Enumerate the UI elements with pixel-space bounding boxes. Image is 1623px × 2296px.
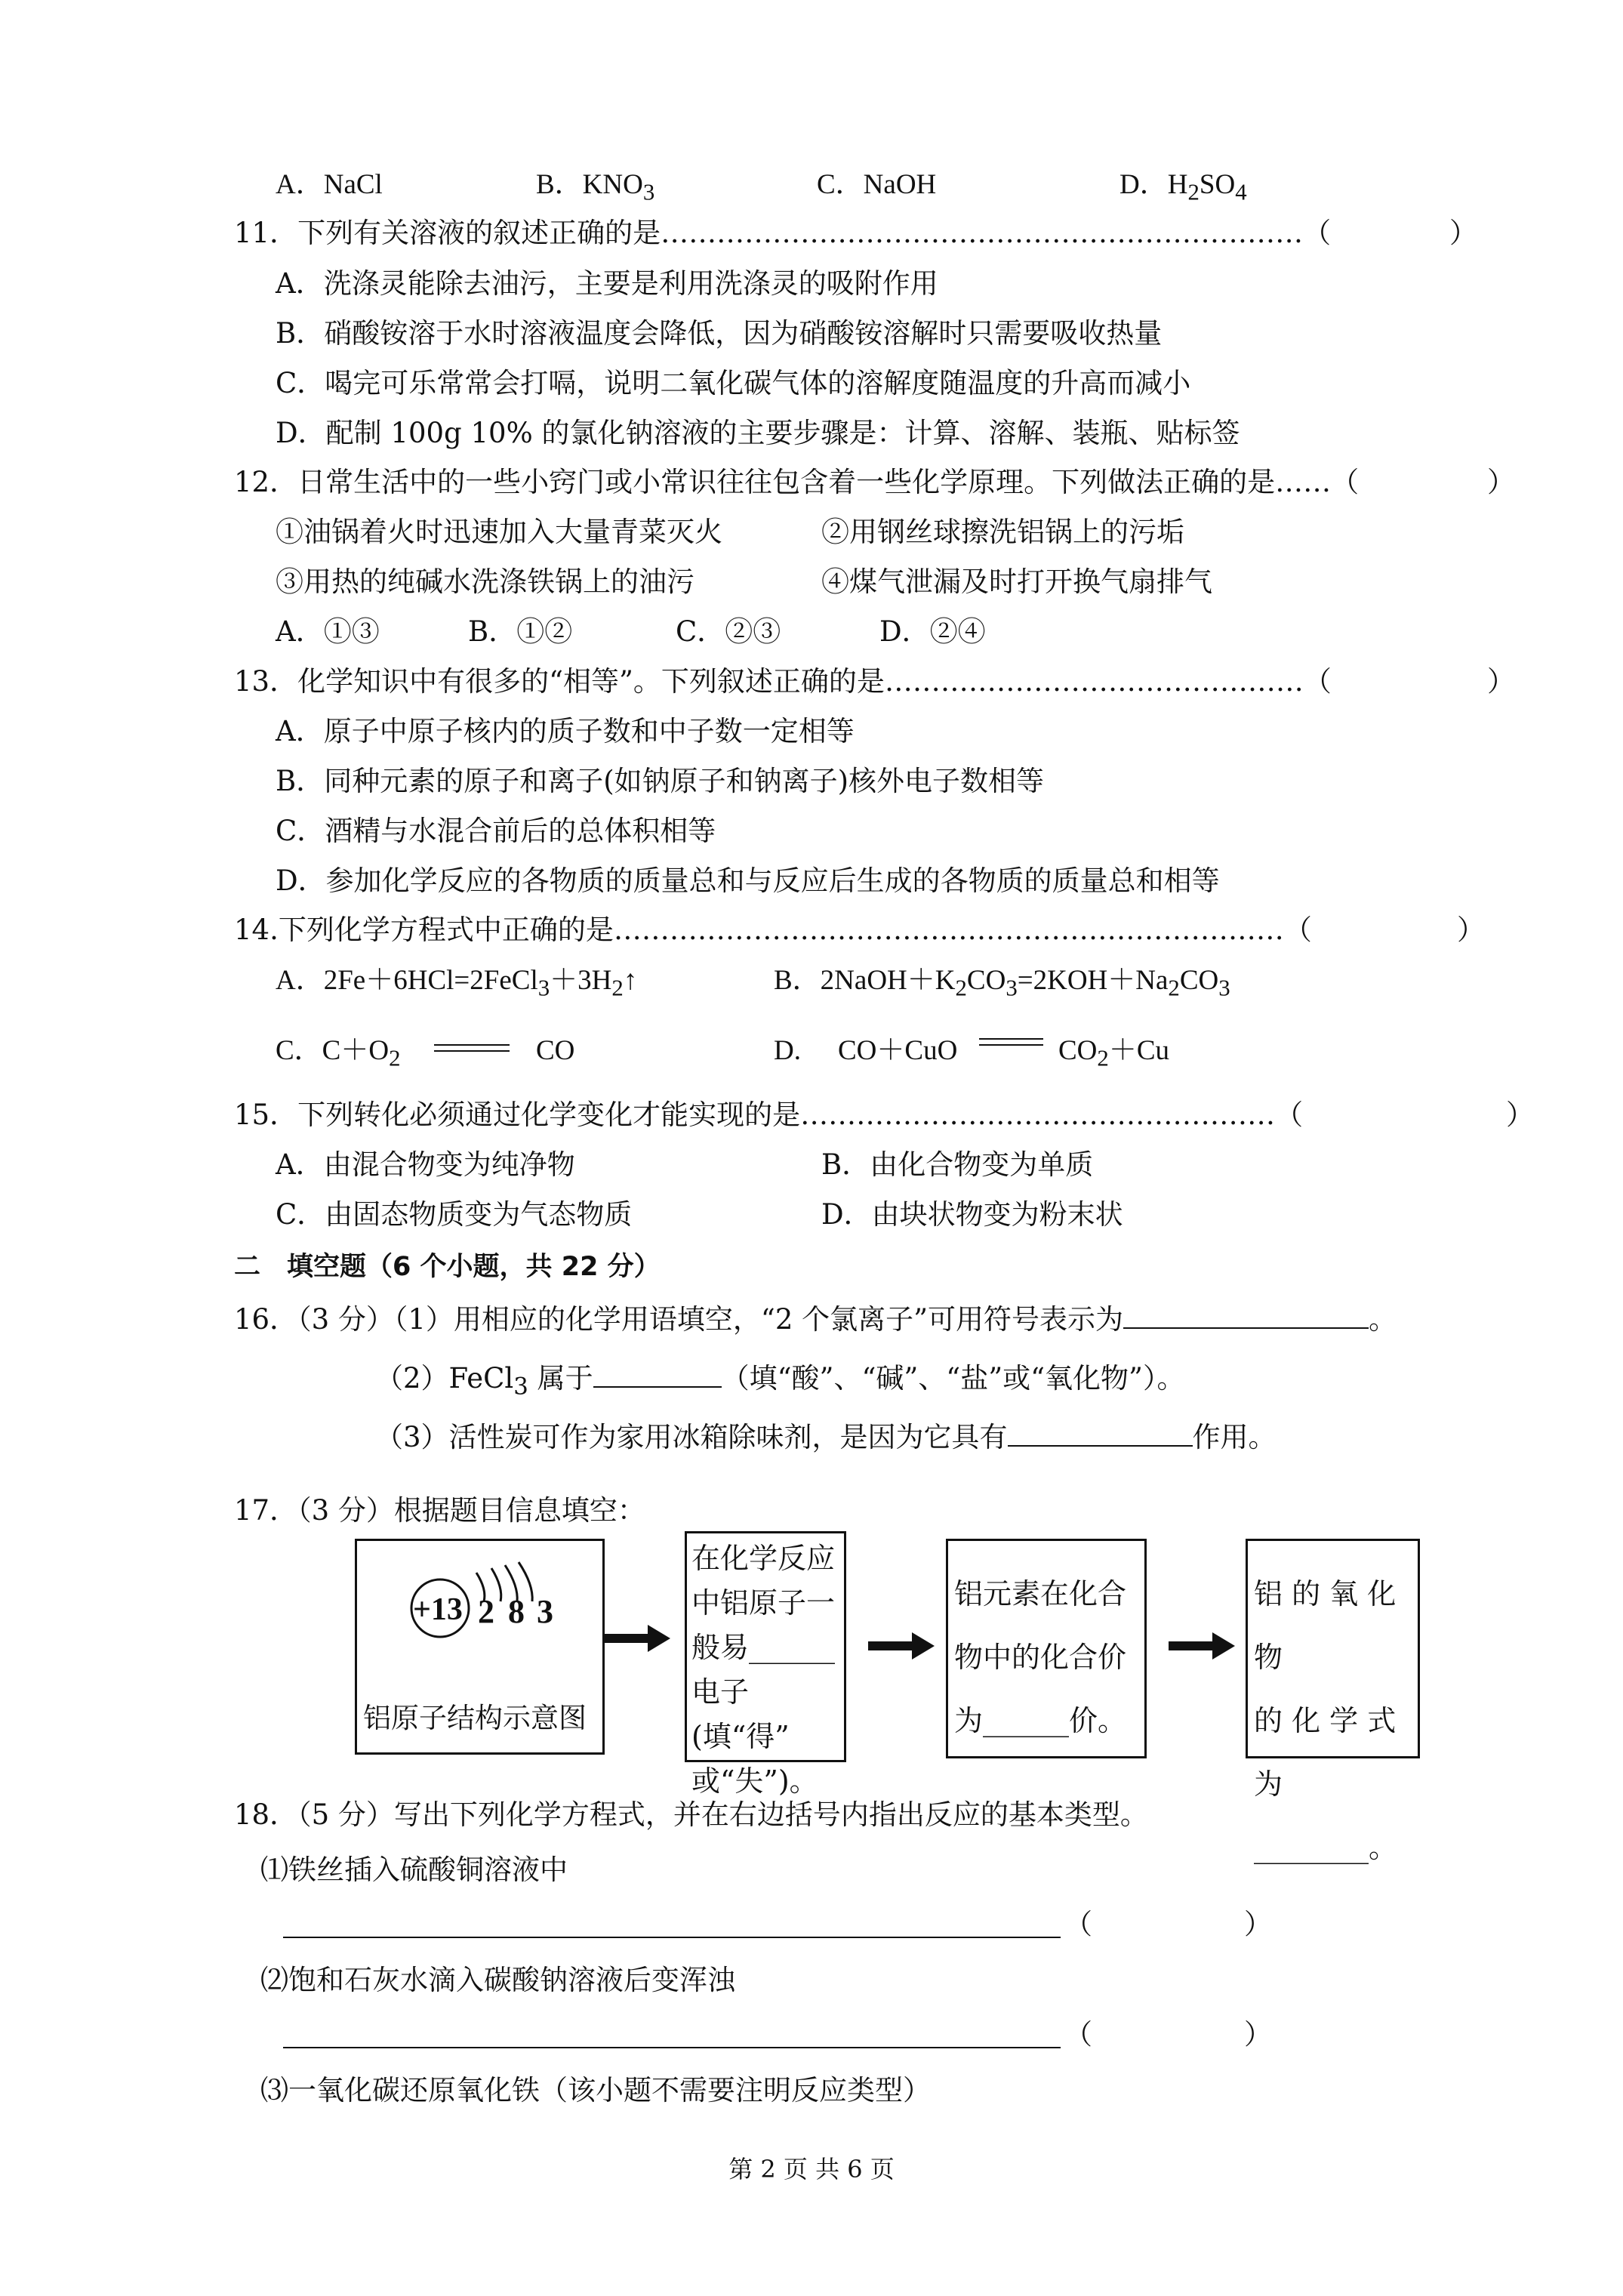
shell-1-electrons: 2 <box>478 1593 494 1630</box>
q11-stem: 11．下列有关溶液的叙述正确的是……………………………………………………………（ <box>234 217 1332 249</box>
q16-blank-2[interactable] <box>593 1364 722 1388</box>
q12-option-d: D．②④ <box>879 615 986 648</box>
q18-sub-2: ⑵饱和石灰水滴入碳酸钠溶液后变浑浊 <box>260 1964 735 1996</box>
q14-c-product: CO <box>536 1035 575 1066</box>
atom-structure-box <box>355 1539 605 1755</box>
q13-stem: 13．化学知识中有很多的“相等”。下列叙述正确的是………………………………………（ <box>234 665 1332 698</box>
q12-option-b: B．①② <box>468 615 573 648</box>
arrow-3-icon <box>1169 1631 1236 1661</box>
q14-d-equals-bottom <box>979 1044 1043 1046</box>
q17-blank-electron[interactable]: 般易______ <box>691 1631 836 1664</box>
q16-line-1: 16．（3 分）（1）用相应的化学用语填空，“2 个氯离子”可用符号表示为 。 <box>234 1303 1397 1336</box>
q12-answer-paren[interactable]: ） <box>1487 466 1515 498</box>
q11-option-b: B．硝酸铵溶于水时溶液温度会降低，因为硝酸铵溶解时只需要吸收热量 <box>276 317 1163 350</box>
q16-blank-3[interactable] <box>1008 1422 1193 1447</box>
arrow-2-icon <box>868 1631 936 1661</box>
q14-c-equals-top <box>434 1044 510 1046</box>
q15-option-a: A．由混合物变为纯净物 <box>276 1148 575 1181</box>
shell-3-electrons: 3 <box>537 1593 553 1630</box>
q14-answer-paren[interactable]: ） <box>1457 914 1485 946</box>
box-4-text: 铝 的 氧 化 物 的 化 学 式 为________。 <box>1254 1562 1418 1879</box>
box-2-text: 在化学反应 中铝原子一 般易______ 电子(填“得” 或“失”)。 <box>691 1536 844 1804</box>
q14-c-equals-bottom <box>434 1050 510 1052</box>
q15-answer-paren[interactable]: ） <box>1506 1099 1534 1131</box>
q14-d-equals-top <box>979 1038 1043 1040</box>
q12-item-2: ②用钢丝球擦洗铝锅上的污垢 <box>821 516 1184 548</box>
q17-blank-valence[interactable]: 为______价。 <box>954 1704 1127 1737</box>
q12-item-4: ④煤气泄漏及时打开换气扇排气 <box>821 566 1212 598</box>
q13-option-c: C．酒精与水混合前后的总体积相等 <box>276 815 716 847</box>
q11-option-c: C．喝完可乐常常会打嗝，说明二氧化碳气体的溶解度随温度的升高而减小 <box>276 367 1191 399</box>
q11-option-d: D．配制 100g 10% 的氯化钠溶液的主要步骤是：计算、溶解、装瓶、贴标签 <box>276 417 1240 449</box>
q17-blank-formula[interactable]: 为________。 <box>1254 1767 1398 1864</box>
q14-option-c: C．$C+O_2$ <box>276 1035 401 1071</box>
box-3-text: 铝元素在化合 物中的化合价 为______价。 <box>954 1562 1126 1752</box>
page-footer: 第 2 页 共 6 页 <box>728 2155 895 2184</box>
q16-line-2: （2）FeCl$_3$ 属于 （填“酸”、“碱”、“盐”或“氧化物”）。 <box>375 1362 1185 1401</box>
q14-d-products: $CO_2+Cu$ <box>1058 1035 1170 1071</box>
q12-stem: 12．日常生活中的一些小窍门或小常识往往包含着一些化学原理。下列做法正确的是……（ <box>234 466 1360 498</box>
q16-blank-1[interactable] <box>1123 1305 1369 1329</box>
q12-option-c: C．②③ <box>676 615 781 648</box>
q13-answer-paren[interactable]: ） <box>1487 665 1515 698</box>
q14-option-b: B．$2NaOH+K_2CO_3=2KOH+Na_2CO_3$ <box>774 965 1230 1001</box>
q12-item-3: ③用热的纯碱水洗涤铁锅上的油污 <box>276 566 694 598</box>
q14-option-d-label: D. <box>774 1035 801 1066</box>
atom-structure-caption: 铝原子结构示意图 <box>363 1702 587 1734</box>
q17-stem: 17．（3 分）根据题目信息填空： <box>234 1494 645 1527</box>
q11-option-a: A．洗涤灵能除去油污，主要是利用洗涤灵的吸附作用 <box>276 267 938 300</box>
q16-line-3: （3）活性炭可作为家用冰箱除味剂，是因为它具有 作用。 <box>375 1421 1277 1453</box>
q18-answer-line-1[interactable] <box>283 1937 1061 1938</box>
box-electron-behavior <box>685 1531 846 1798</box>
q14-option-a: A．$2Fe+6HCl=2FeCl_3+3H_2↑$ <box>276 965 638 1001</box>
q15-option-b: B．由化合物变为单质 <box>821 1148 1094 1181</box>
q12-option-a: A．①③ <box>276 615 380 648</box>
box-valence <box>946 1539 1147 1758</box>
q10-option-b: B．$KNO_3$ <box>536 169 655 205</box>
q18-stem: 18．（5 分）写出下列化学方程式，并在右边括号内指出反应的基本类型。 <box>234 1798 1148 1831</box>
nucleus-charge: +13 <box>413 1592 463 1627</box>
q10-option-a: A．NaCl <box>276 169 383 200</box>
box-oxide-formula <box>1246 1539 1420 1864</box>
q15-option-c: C．由固态物质变为气态物质 <box>276 1198 633 1231</box>
q15-option-d: D．由块状物变为粉末状 <box>821 1198 1123 1231</box>
q14-d-reactants: CO＋CuO <box>838 1035 958 1066</box>
section-2-title: 二 填空题（6 个小题，共 22 分） <box>234 1252 661 1282</box>
arrow-1-icon <box>604 1623 672 1653</box>
q13-option-d: D．参加化学反应的各物质的质量总和与反应后生成的各物质的质量总和相等 <box>276 864 1220 897</box>
q14-stem: 14.下列化学方程式中正确的是………………………………………………………………（ <box>234 914 1312 946</box>
q15-stem: 15．下列转化必须通过化学变化才能实现的是……………………………………………（ <box>234 1099 1304 1131</box>
q18-type-close-1: ） <box>1244 1908 1272 1940</box>
q13-option-a: A．原子中原子核内的质子数和中子数一定相等 <box>276 715 855 747</box>
q11-answer-paren[interactable]: ） <box>1449 217 1477 249</box>
q18-type-open-2: （ <box>1064 2018 1092 2051</box>
q18-answer-line-2[interactable] <box>283 2047 1061 2048</box>
q13-option-b: B．同种元素的原子和离子(如钠原子和钠离子)核外电子数相等 <box>276 765 1045 797</box>
q10-option-d: D．$H_2SO_4$ <box>1119 169 1247 205</box>
q10-option-c: C．NaOH <box>817 169 937 200</box>
q12-item-1: ①油锅着火时迅速加入大量青菜灭火 <box>276 516 722 548</box>
shell-2-electrons: 8 <box>508 1593 525 1630</box>
q18-type-close-2: ） <box>1244 2018 1272 2051</box>
q18-sub-3: ⑶一氧化碳还原氧化铁（该小题不需要注明反应类型） <box>260 2074 931 2106</box>
q18-sub-1: ⑴铁丝插入硫酸铜溶液中 <box>260 1854 568 1886</box>
q18-type-open-1: （ <box>1064 1908 1092 1940</box>
